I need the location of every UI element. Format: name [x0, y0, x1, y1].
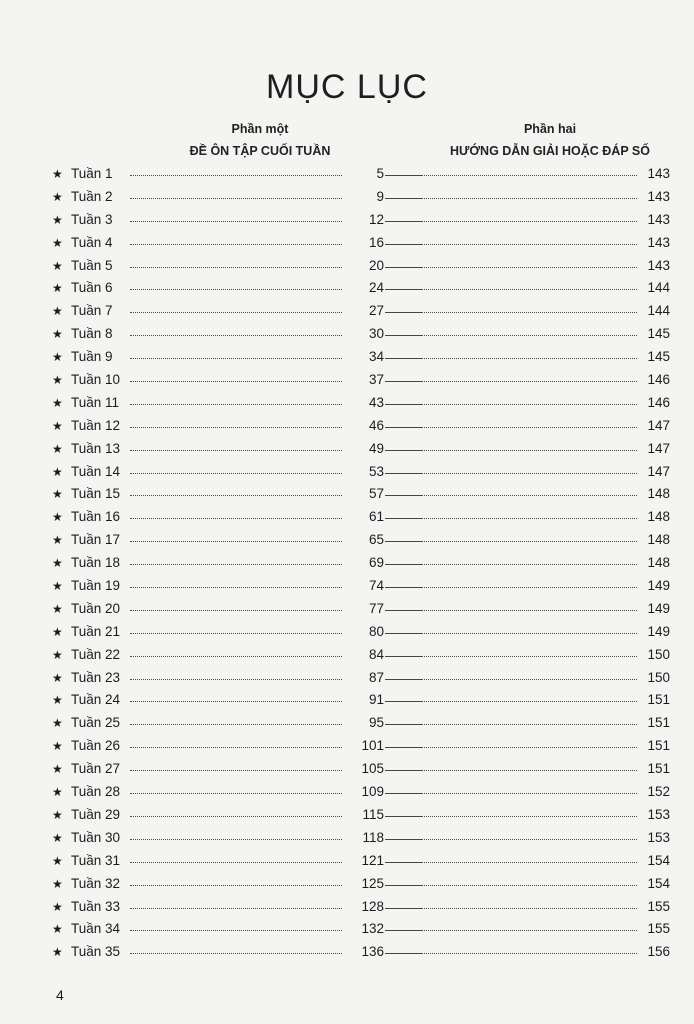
- dot-leader: [385, 267, 637, 268]
- toc-entry[interactable]: [52, 758, 672, 781]
- dot-leader: [385, 839, 637, 840]
- part-two-page: 147: [647, 463, 670, 479]
- part-one-page: 136: [342, 941, 384, 964]
- part-one-leader: [52, 163, 384, 186]
- toc-entry-label: Tuần 24: [71, 692, 121, 708]
- part-two-page: 150: [647, 646, 670, 662]
- part-one-page: 27: [342, 300, 384, 323]
- dot-leader: [385, 701, 637, 702]
- part-one-leader: [52, 392, 384, 415]
- part-one-leader: [52, 941, 384, 964]
- toc-entry-label: Tuần 32: [71, 875, 121, 891]
- toc-entry-label: Tuần 22: [71, 646, 121, 662]
- toc-entry[interactable]: [52, 461, 672, 484]
- star-icon: ★: [52, 212, 63, 227]
- part-one-page: 77: [342, 598, 384, 621]
- part-one-leader: [52, 209, 384, 232]
- part-one-page: 95: [342, 712, 384, 735]
- toc-entry[interactable]: [52, 346, 672, 369]
- star-icon: ★: [52, 304, 63, 319]
- part-two-page: 146: [647, 372, 670, 388]
- part-one-page: 9: [342, 186, 384, 209]
- part-two-page: 148: [647, 509, 670, 525]
- part-one-heading: [160, 122, 360, 158]
- toc-entry[interactable]: [52, 781, 672, 804]
- toc-entry[interactable]: [52, 369, 672, 392]
- part-two-page: 149: [647, 578, 670, 594]
- part-one-page: 69: [342, 552, 384, 575]
- toc-entry-label: Tuần 26: [71, 738, 121, 754]
- part-one-leader: [52, 277, 384, 300]
- toc-entry-label: Tuần 2: [71, 188, 113, 204]
- toc-entry[interactable]: [52, 392, 672, 415]
- part-one-page: 87: [342, 667, 384, 690]
- toc-entry-label: Tuần 10: [71, 372, 121, 388]
- part-one-leader: [52, 255, 384, 278]
- dot-leader: [385, 610, 637, 611]
- toc-entry[interactable]: [52, 575, 672, 598]
- toc-entry-label: Tuần 28: [71, 784, 121, 800]
- toc-entry-label: Tuần 35: [71, 944, 121, 960]
- part-one-leader: [52, 896, 384, 919]
- dot-leader: [385, 633, 637, 634]
- dot-leader: [385, 358, 637, 359]
- part-one-page: 46: [342, 415, 384, 438]
- part-one-leader: [52, 232, 384, 255]
- part-two-page: 144: [647, 280, 670, 296]
- toc-entry-label: Tuần 15: [71, 486, 121, 502]
- star-icon: ★: [52, 853, 63, 868]
- dot-leader: [385, 175, 637, 176]
- star-icon: ★: [52, 807, 63, 822]
- dot-leader: [385, 244, 637, 245]
- part-two-page: 143: [647, 188, 670, 204]
- toc-entry[interactable]: [52, 689, 672, 712]
- part-two-page: 143: [647, 234, 670, 250]
- part-two-page: 143: [647, 257, 670, 273]
- part-one-page: 80: [342, 621, 384, 644]
- part-one-label: Phần một: [231, 122, 289, 136]
- star-icon: ★: [52, 670, 63, 685]
- part-two-subtitle: HƯỚNG DẪN GIẢI HOẶC ĐÁP SỐ: [450, 144, 650, 158]
- part-one-leader: [52, 689, 384, 712]
- part-one-page: 115: [342, 804, 384, 827]
- star-icon: ★: [52, 189, 63, 204]
- toc-entry[interactable]: [52, 804, 672, 827]
- part-one-leader: [52, 506, 384, 529]
- toc-entry[interactable]: [52, 735, 672, 758]
- part-one-leader: [52, 415, 384, 438]
- toc-entry-label: Tuần 17: [71, 532, 121, 548]
- toc-entry[interactable]: [52, 186, 672, 209]
- star-icon: ★: [52, 258, 63, 273]
- toc-entry[interactable]: [52, 896, 672, 919]
- toc-entry-label: Tuần 6: [71, 280, 113, 296]
- toc-entry[interactable]: [52, 300, 672, 323]
- part-two-page: 152: [647, 784, 670, 800]
- part-one-leader: [52, 712, 384, 735]
- part-one-page: 49: [342, 438, 384, 461]
- toc-entry-label: Tuần 25: [71, 715, 121, 731]
- dot-leader: [385, 289, 637, 290]
- dot-leader: [385, 793, 637, 794]
- part-one-page: 128: [342, 896, 384, 919]
- toc-entry-label: Tuần 33: [71, 898, 121, 914]
- part-one-page: 132: [342, 918, 384, 941]
- toc-entry-label: Tuần 31: [71, 852, 121, 868]
- dot-leader: [385, 404, 637, 405]
- part-two-page: 154: [647, 852, 670, 868]
- star-icon: ★: [52, 533, 63, 548]
- part-one-leader: [52, 438, 384, 461]
- toc-entry[interactable]: [52, 438, 672, 461]
- star-icon: ★: [52, 373, 63, 388]
- star-icon: ★: [52, 487, 63, 502]
- part-two-page: 154: [647, 875, 670, 891]
- part-one-leader: [52, 323, 384, 346]
- toc-entry-label: Tuần 21: [71, 623, 121, 639]
- star-icon: ★: [52, 350, 63, 365]
- part-two-page: 156: [647, 944, 670, 960]
- toc-entry-label: Tuần 27: [71, 761, 121, 777]
- dot-leader: [385, 381, 637, 382]
- star-icon: ★: [52, 579, 63, 594]
- part-two-page: 148: [647, 532, 670, 548]
- dot-leader: [385, 656, 637, 657]
- part-one-page: 16: [342, 232, 384, 255]
- toc-entry[interactable]: [52, 644, 672, 667]
- toc-entry-label: Tuần 1: [71, 166, 113, 181]
- dot-leader: [385, 587, 637, 588]
- toc-entry[interactable]: [52, 552, 672, 575]
- star-icon: ★: [52, 876, 63, 891]
- toc-entry-label: Tuần 20: [71, 600, 121, 616]
- toc-entry[interactable]: [52, 255, 672, 278]
- dot-leader: [385, 427, 637, 428]
- part-two-page: 146: [647, 394, 670, 410]
- dot-leader: [385, 450, 637, 451]
- part-two-page: 144: [647, 303, 670, 319]
- dot-leader: [385, 724, 637, 725]
- part-one-leader: [52, 552, 384, 575]
- dot-leader: [385, 198, 637, 199]
- part-two-heading: [430, 122, 670, 158]
- star-icon: ★: [52, 922, 63, 937]
- part-one-page: 43: [342, 392, 384, 415]
- part-two-page: 147: [647, 417, 670, 433]
- part-one-leader: [52, 598, 384, 621]
- star-icon: ★: [52, 464, 63, 479]
- part-one-leader: [52, 369, 384, 392]
- dot-leader: [385, 335, 637, 336]
- star-icon: ★: [52, 167, 63, 181]
- toc-entry[interactable]: [52, 941, 672, 964]
- part-one-page: 65: [342, 529, 384, 552]
- part-one-page: 24: [342, 277, 384, 300]
- part-one-page: 12: [342, 209, 384, 232]
- dot-leader: [385, 770, 637, 771]
- toc-entry-label: Tuần 11: [71, 394, 120, 410]
- star-icon: ★: [52, 739, 63, 754]
- star-icon: ★: [52, 945, 63, 960]
- part-one-page: 30: [342, 323, 384, 346]
- part-two-page: 148: [647, 555, 670, 571]
- dot-leader: [385, 495, 637, 496]
- toc-entry-label: Tuần 18: [71, 555, 121, 571]
- part-one-leader: [52, 575, 384, 598]
- part-two-page: 149: [647, 600, 670, 616]
- toc-entry[interactable]: [52, 621, 672, 644]
- toc-entry-label: Tuần 9: [71, 349, 113, 365]
- part-one-page: 74: [342, 575, 384, 598]
- toc-entry[interactable]: [52, 323, 672, 346]
- part-two-page: 151: [647, 715, 670, 731]
- part-one-page: 84: [342, 644, 384, 667]
- part-one-leader: [52, 667, 384, 690]
- part-one-page: 101: [342, 735, 384, 758]
- toc-entry[interactable]: [52, 827, 672, 850]
- part-two-page: 155: [647, 898, 670, 914]
- star-icon: ★: [52, 785, 63, 800]
- star-icon: ★: [52, 327, 63, 342]
- dot-leader: [385, 862, 637, 863]
- toc-entry[interactable]: [52, 506, 672, 529]
- toc-entry[interactable]: [52, 873, 672, 896]
- part-one-subtitle: ĐỀ ÔN TẬP CUỐI TUẦN: [189, 144, 331, 158]
- star-icon: ★: [52, 762, 63, 777]
- toc-entry-label: Tuần 5: [71, 257, 113, 273]
- part-one-leader: [52, 529, 384, 552]
- dot-leader: [385, 564, 637, 565]
- part-two-page: 143: [647, 211, 670, 227]
- dot-leader: [385, 312, 637, 313]
- star-icon: ★: [52, 441, 63, 456]
- part-one-leader: [52, 621, 384, 644]
- dot-leader: [385, 816, 637, 817]
- toc-entry-label: Tuần 29: [71, 806, 121, 822]
- part-one-leader: [52, 873, 384, 896]
- dot-leader: [385, 908, 637, 909]
- part-two-page: 149: [647, 623, 670, 639]
- dot-leader: [385, 930, 637, 931]
- part-two-page: 155: [647, 921, 670, 937]
- toc-entry-label: Tuần 7: [71, 303, 113, 319]
- toc-entry-label: Tuần 4: [71, 234, 113, 250]
- part-one-page: 91: [342, 689, 384, 712]
- part-two-page: 145: [647, 326, 670, 342]
- page-number: 4: [56, 987, 64, 1003]
- star-icon: ★: [52, 647, 63, 662]
- star-icon: ★: [52, 418, 63, 433]
- toc-entry[interactable]: [52, 850, 672, 873]
- part-one-leader: [52, 850, 384, 873]
- part-one-leader: [52, 735, 384, 758]
- star-icon: ★: [52, 510, 63, 525]
- toc-entry[interactable]: [52, 209, 672, 232]
- toc-entry[interactable]: [52, 667, 672, 690]
- toc-entry-label: Tuần 30: [71, 829, 121, 845]
- part-two-page: 151: [647, 738, 670, 754]
- part-one-leader: [52, 300, 384, 323]
- toc-list: [52, 163, 672, 964]
- toc-entry-label: Tuần 16: [71, 509, 121, 525]
- toc-entry-label: Tuần 23: [71, 669, 121, 685]
- part-two-page: 145: [647, 349, 670, 365]
- part-one-leader: [52, 644, 384, 667]
- toc-entry-label: Tuần 8: [71, 326, 113, 342]
- dot-leader: [385, 679, 637, 680]
- part-two-label: Phần hai: [523, 122, 577, 136]
- part-one-page: 20: [342, 255, 384, 278]
- star-icon: ★: [52, 235, 63, 250]
- dot-leader: [385, 473, 637, 474]
- toc-entry[interactable]: [52, 277, 672, 300]
- dot-leader: [385, 541, 637, 542]
- toc-entry[interactable]: [52, 483, 672, 506]
- part-two-page: 151: [647, 692, 670, 708]
- part-one-page: 125: [342, 873, 384, 896]
- part-one-page: 37: [342, 369, 384, 392]
- part-two-page: 147: [647, 440, 670, 456]
- star-icon: ★: [52, 556, 63, 571]
- dot-leader: [385, 518, 637, 519]
- part-two-page: 148: [647, 486, 670, 502]
- part-one-page: 57: [342, 483, 384, 506]
- star-icon: ★: [52, 693, 63, 708]
- part-one-page: 53: [342, 461, 384, 484]
- part-one-page: 5: [342, 163, 384, 186]
- star-icon: ★: [52, 716, 63, 731]
- toc-entry[interactable]: [52, 529, 672, 552]
- part-two-page: 143: [647, 166, 670, 181]
- page-title: MỤC LỤC: [266, 68, 428, 106]
- toc-entry-label: Tuần 34: [71, 921, 121, 937]
- star-icon: ★: [52, 601, 63, 616]
- part-one-page: 105: [342, 758, 384, 781]
- dot-leader: [385, 885, 637, 886]
- part-one-page: 109: [342, 781, 384, 804]
- toc-entry[interactable]: [52, 598, 672, 621]
- part-one-leader: [52, 186, 384, 209]
- toc-entry[interactable]: [52, 918, 672, 941]
- toc-entry-label: Tuần 14: [71, 463, 121, 479]
- part-two-page: 153: [647, 829, 670, 845]
- part-one-leader: [52, 827, 384, 850]
- part-one-leader: [52, 346, 384, 369]
- part-one-page: 34: [342, 346, 384, 369]
- part-one-leader: [52, 804, 384, 827]
- star-icon: ★: [52, 395, 63, 410]
- toc-entry-label: Tuần 19: [71, 578, 121, 594]
- toc-entry-label: Tuần 13: [71, 440, 121, 456]
- star-icon: ★: [52, 899, 63, 914]
- part-one-page: 118: [342, 827, 384, 850]
- star-icon: ★: [52, 830, 63, 845]
- toc-entry[interactable]: [52, 232, 672, 255]
- star-icon: ★: [52, 281, 63, 296]
- part-two-page: 150: [647, 669, 670, 685]
- part-one-page: 121: [342, 850, 384, 873]
- toc-entry-label: Tuần 12: [71, 417, 121, 433]
- part-one-page: 61: [342, 506, 384, 529]
- star-icon: ★: [52, 624, 63, 639]
- dot-leader: [385, 953, 637, 954]
- part-one-leader: [52, 918, 384, 941]
- toc-entry[interactable]: [52, 415, 672, 438]
- toc-entry[interactable]: [52, 712, 672, 735]
- dot-leader: [385, 221, 637, 222]
- part-one-leader: [52, 781, 384, 804]
- part-two-page: 151: [647, 761, 670, 777]
- part-one-leader: [52, 758, 384, 781]
- dot-leader: [385, 747, 637, 748]
- part-one-leader: [52, 483, 384, 506]
- toc-entry-label: Tuần 3: [71, 211, 113, 227]
- toc-entry[interactable]: [52, 163, 672, 186]
- part-two-page: 153: [647, 806, 670, 822]
- part-one-leader: [52, 461, 384, 484]
